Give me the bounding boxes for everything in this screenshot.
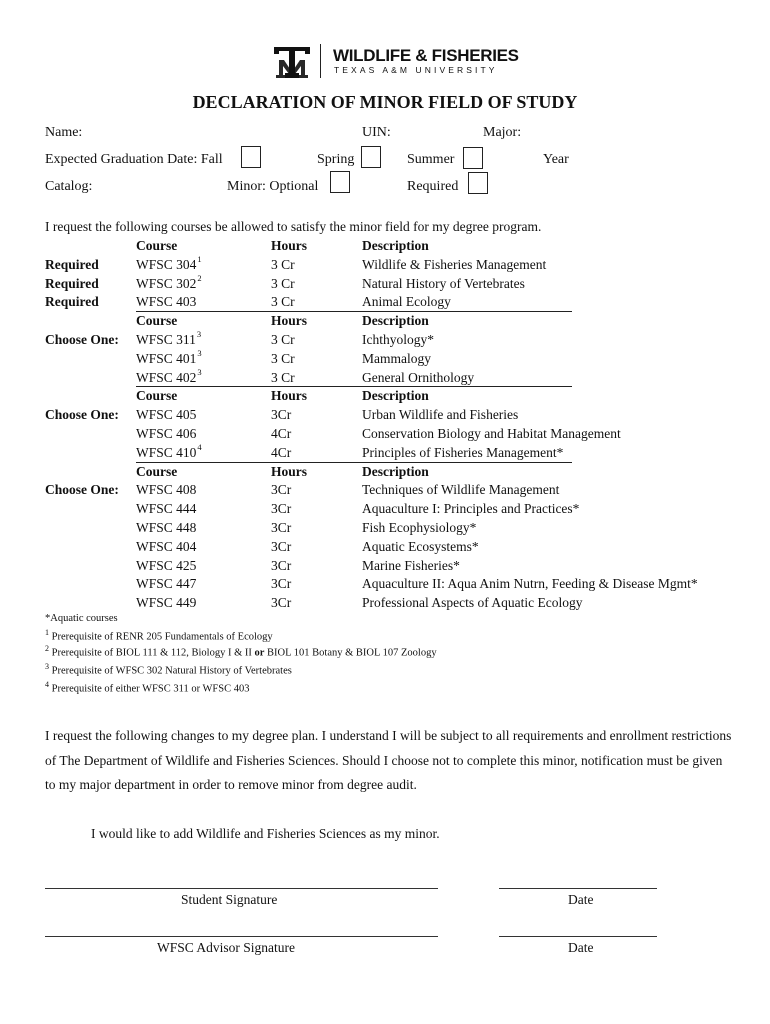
student-signature-label: Student Signature bbox=[181, 892, 278, 907]
table-header-course: Course bbox=[136, 463, 178, 479]
course-code-text: WFSC 401 bbox=[136, 350, 197, 366]
student-date-label: Date bbox=[568, 892, 594, 907]
advisor-signature-line[interactable] bbox=[45, 936, 438, 937]
course-description: Natural History of Vertebrates bbox=[362, 275, 525, 291]
course-code bbox=[136, 558, 196, 574]
name-label: Name: bbox=[45, 125, 83, 140]
student-signature-line[interactable] bbox=[45, 888, 438, 889]
year-label: Year bbox=[543, 152, 569, 167]
footnote-1-text: Prerequisite of RENR 205 Fundamentals of Ecology bbox=[51, 631, 273, 643]
course-footnote-ref: 4 bbox=[197, 441, 202, 452]
logo-title: WILDLIFE & FISHERIES bbox=[333, 46, 519, 65]
course-code bbox=[136, 294, 196, 310]
table-header-desc: Description bbox=[362, 238, 429, 253]
grad-date-label: Expected Graduation Date: Fall bbox=[45, 152, 223, 167]
course-description: Marine Fisheries* bbox=[362, 557, 460, 573]
course-code bbox=[136, 576, 196, 592]
catalog-label: Catalog: bbox=[45, 179, 93, 194]
add-minor-statement: I would like to add Wildlife and Fisheries Sciences as my minor. bbox=[91, 826, 440, 841]
summer-checkbox[interactable] bbox=[463, 147, 483, 169]
page-title: DECLARATION OF MINOR FIELD OF STUDY bbox=[192, 92, 578, 112]
course-hours: 3Cr bbox=[271, 482, 292, 498]
footnote-2-text-b: BIOL 101 Botany & BIOL 107 Zoology bbox=[267, 647, 437, 659]
course-hours: 4Cr bbox=[271, 444, 292, 460]
table-header-hours: Hours bbox=[271, 463, 308, 479]
minor-optional-label: Minor: Optional bbox=[227, 179, 319, 194]
course-code-text: WFSC 304 bbox=[136, 256, 197, 272]
spring-checkbox[interactable] bbox=[361, 146, 381, 168]
course-description: Urban Wildlife and Fisheries bbox=[362, 407, 519, 423]
course-code-text: WFSC 404 bbox=[136, 538, 197, 554]
group-divider bbox=[136, 462, 572, 463]
tamu-logo-icon bbox=[270, 44, 314, 80]
major-label: Major: bbox=[483, 125, 522, 140]
course-hours: 3Cr bbox=[271, 576, 292, 592]
table-header-course: Course bbox=[136, 388, 178, 404]
course-description: Aquaculture II: Aqua Anim Nutrn, Feeding & Disease Mgmt* bbox=[362, 576, 698, 592]
table-header-hours: Hours bbox=[271, 313, 308, 329]
course-footnote-ref: 2 bbox=[197, 272, 202, 283]
footnote-2-or: or bbox=[254, 647, 265, 659]
course-code bbox=[136, 329, 202, 348]
footnote-3-text: Prerequisite of WFSC 302 Natural History of Vertebrates bbox=[51, 665, 292, 677]
course-code-text: WFSC 444 bbox=[136, 501, 197, 517]
required-label: Required bbox=[407, 179, 459, 194]
table-header-course: Course bbox=[136, 313, 178, 329]
row-requirement-label: Choose One: bbox=[45, 482, 119, 498]
footnote-2 bbox=[45, 644, 437, 659]
course-code-text: WFSC 311 bbox=[136, 332, 196, 347]
footnote-1-num: 1 bbox=[45, 628, 49, 637]
student-date-line[interactable] bbox=[499, 888, 657, 889]
course-description: Animal Ecology bbox=[362, 294, 451, 310]
course-hours: 3Cr bbox=[271, 520, 292, 535]
footnote-4-text: Prerequisite of either WFSC 311 or WFSC 403 bbox=[51, 683, 250, 695]
course-description: Conservation Biology and Habitat Management bbox=[362, 426, 621, 441]
advisor-date-line[interactable] bbox=[499, 936, 657, 937]
footnote-aquatic: *Aquatic courses bbox=[45, 613, 118, 624]
advisor-date-label: Date bbox=[568, 940, 594, 955]
optional-checkbox[interactable] bbox=[330, 171, 350, 193]
course-code bbox=[136, 595, 196, 611]
course-description: Techniques of Wildlife Management bbox=[362, 482, 560, 498]
course-hours: 3 Cr bbox=[271, 256, 295, 272]
uin-label: UIN: bbox=[362, 125, 391, 140]
course-hours: 3Cr bbox=[271, 501, 292, 517]
table-header-course: Course bbox=[136, 238, 178, 253]
course-description: Wildlife & Fisheries Management bbox=[362, 256, 547, 272]
course-code-text: WFSC 403 bbox=[136, 294, 197, 310]
course-code bbox=[136, 482, 196, 498]
course-hours: 4Cr bbox=[271, 426, 292, 441]
required-checkbox[interactable] bbox=[468, 172, 488, 194]
course-footnote-ref: 3 bbox=[197, 347, 202, 358]
course-code-text: WFSC 425 bbox=[136, 557, 197, 573]
course-code bbox=[136, 441, 202, 461]
logo-subtitle: TEXAS A&M UNIVERSITY bbox=[334, 65, 498, 75]
footnote-2-num: 2 bbox=[45, 644, 49, 653]
course-code-text: WFSC 448 bbox=[136, 520, 197, 535]
footnote-3-num: 3 bbox=[45, 662, 49, 671]
course-description: Fish Ecophysiology* bbox=[362, 520, 477, 535]
course-code bbox=[136, 407, 196, 423]
group-divider bbox=[136, 386, 572, 387]
course-description: Professional Aspects of Aquatic Ecology bbox=[362, 595, 583, 611]
table-header-desc: Description bbox=[362, 313, 429, 329]
course-hours: 3Cr bbox=[271, 538, 292, 554]
course-code bbox=[136, 347, 202, 367]
table-header-desc: Description bbox=[362, 388, 429, 404]
row-requirement-label: Required bbox=[45, 256, 99, 272]
course-code-text: WFSC 410 bbox=[136, 444, 197, 460]
course-hours: 3 Cr bbox=[271, 350, 295, 366]
course-hours: 3 Cr bbox=[271, 275, 295, 291]
course-code bbox=[136, 539, 196, 555]
course-description: Principles of Fisheries Management* bbox=[362, 444, 564, 460]
course-description: General Ornithology bbox=[362, 369, 475, 385]
row-requirement-label: Required bbox=[45, 294, 99, 310]
footnote-4-num: 4 bbox=[45, 680, 49, 689]
course-code bbox=[136, 366, 202, 386]
course-footnote-ref: 3 bbox=[196, 329, 202, 339]
course-description: Aquatic Ecosystems* bbox=[362, 538, 479, 554]
spring-label: Spring bbox=[317, 152, 355, 167]
course-code-text: WFSC 449 bbox=[136, 595, 197, 611]
course-hours: 3Cr bbox=[271, 407, 292, 423]
fall-checkbox[interactable] bbox=[241, 146, 261, 168]
course-code bbox=[136, 520, 196, 536]
footnote-3 bbox=[45, 662, 292, 677]
course-code-text: WFSC 402 bbox=[136, 369, 197, 385]
table-header-desc: Description bbox=[362, 463, 429, 479]
course-code-text: WFSC 405 bbox=[136, 407, 197, 423]
footnote-2-text-a: Prerequisite of BIOL 111 & 112, Biology I & II bbox=[51, 647, 252, 659]
course-code-text: WFSC 302 bbox=[136, 275, 197, 291]
course-code bbox=[136, 501, 196, 517]
course-code-text: WFSC 447 bbox=[136, 576, 197, 592]
courses-intro: I request the following courses be allowed to satisfy the minor field for my degree program. bbox=[45, 219, 542, 234]
group-divider bbox=[136, 311, 572, 312]
course-code bbox=[136, 426, 196, 442]
summer-label: Summer bbox=[407, 152, 455, 167]
course-code-text: WFSC 408 bbox=[136, 482, 197, 498]
course-description: Ichthyology* bbox=[362, 332, 434, 347]
course-hours: 3Cr bbox=[271, 595, 292, 611]
course-hours: 3Cr bbox=[271, 557, 292, 573]
course-description: Mammalogy bbox=[362, 350, 431, 366]
course-hours: 3 Cr bbox=[271, 369, 295, 385]
row-requirement-label: Required bbox=[45, 275, 99, 291]
course-footnote-ref: 1 bbox=[197, 253, 202, 264]
footnote-4 bbox=[45, 680, 249, 695]
table-header-hours: Hours bbox=[271, 388, 308, 404]
course-hours: 3 Cr bbox=[271, 332, 295, 347]
footnote-1 bbox=[45, 628, 273, 643]
course-code bbox=[136, 272, 202, 292]
course-code bbox=[136, 253, 202, 273]
course-footnote-ref: 3 bbox=[197, 366, 202, 377]
table-header-hours: Hours bbox=[271, 238, 308, 253]
course-code-text: WFSC 406 bbox=[136, 426, 197, 441]
row-requirement-label: Choose One: bbox=[45, 407, 119, 423]
row-requirement-label: Choose One: bbox=[45, 332, 119, 347]
logo-divider bbox=[320, 44, 321, 78]
advisor-signature-label: WFSC Advisor Signature bbox=[157, 940, 296, 955]
tamu-logo bbox=[270, 44, 314, 80]
course-description: Aquaculture I: Principles and Practices* bbox=[362, 501, 580, 517]
statement-paragraph: I request the following changes to my degree plan. I understand I will be subject to all requirements and enrollment restrictions of The Department of Wildlife and Fisheries Sciences. Should I choose not to complete this minor, notification must be given to my major department in order to remove minor from degree audit. bbox=[45, 728, 732, 792]
course-hours: 3 Cr bbox=[271, 294, 295, 310]
